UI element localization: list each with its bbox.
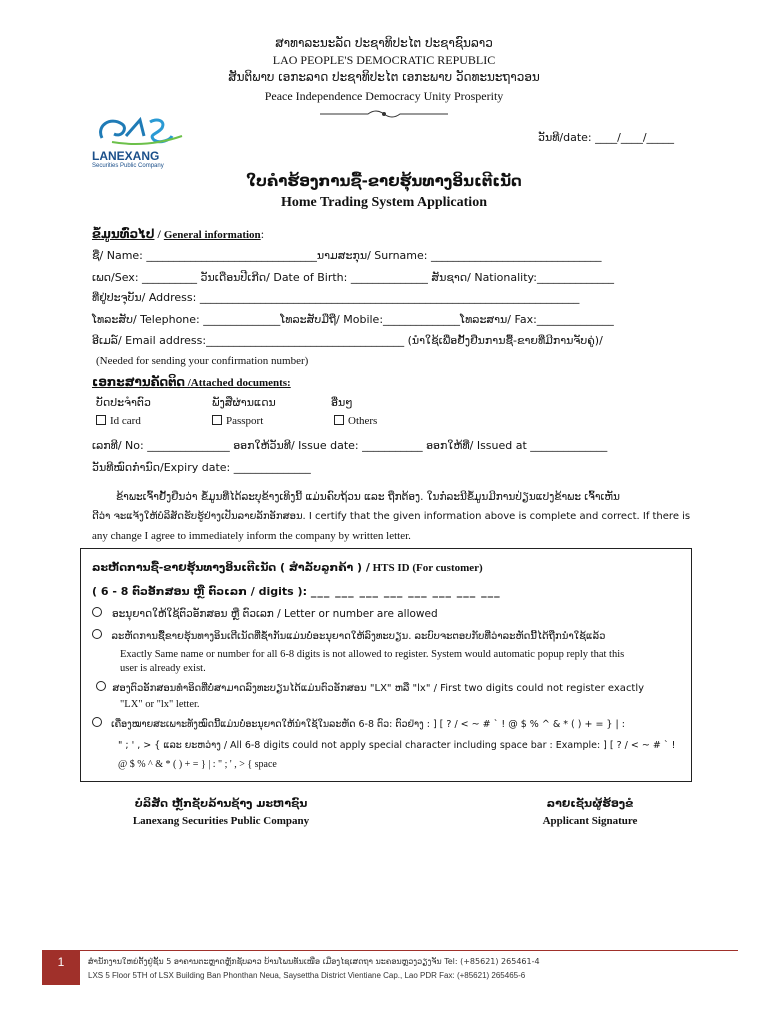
general-heading-sep: / bbox=[154, 227, 164, 241]
header-lao-motto: ສັນຕິພາບ ເອກະລາດ ປະຊາທິປະໄຕ ເອກະພາບ ວັດທະນະຖາວອນ bbox=[228, 70, 540, 84]
hts-title bbox=[92, 561, 483, 574]
hts-rule-4-text: ເຄື່ອງໝາຍສະເພາະທັງໝົດນີ້ແມ່ນບໍ່ອະນຸຍາດໃຫ້ນຳໃຊ້ໃນລະຫັດ 6-8 ຕົວ: ຕົວຢ່າງ : ] [ ? / < ~ # ` ! @ $ % ^ & * ( ) + = } | : bbox=[111, 719, 625, 730]
company-name-lao: ບໍລິສັດ ຫຼັກຊັບລ້ານຊ້າງ ມະຫາຊົນ bbox=[134, 797, 308, 810]
hts-rule-4-c: @ $ % ^ & * ( ) + = } | : " ; ' , > { space bbox=[118, 759, 277, 770]
logo-brand: LANEXANG bbox=[92, 149, 160, 163]
doc-option-passport-label: Passport bbox=[226, 415, 264, 427]
hts-rule-2-text: ລະຫັດການຊື້ຂາຍຮຸ້ນທາງອິນເຕີເນັດທີ່ຊ້ຳກັນແມ່ນບໍ່ອະນຸຍາດໃຫ້ລົງທະບຽນ. ລະບົບຈະຕອບກັບທີ່ວ່າລະຫັດນີ້ໄດ້ຖືກນຳໃຊ້ແລ້ວ bbox=[111, 631, 606, 642]
expiry-field[interactable]: ວັນທີໝົດກຳນົດ/Expiry date: ______________ bbox=[92, 461, 311, 474]
checkbox-passport[interactable] bbox=[212, 415, 222, 425]
hts-digits-label: ( 6 - 8 ຕົວອັກສອນ ຫຼື ຕົວເລກ / digits ): bbox=[92, 585, 307, 598]
hts-rule-3 bbox=[96, 681, 644, 694]
general-heading-lao: ຂໍ້ມູນທົ່ວໄປ bbox=[92, 227, 155, 241]
footer-line-lao: ສຳນັກງານໃຫຍ່ຕັ້ງຢູ່ຊັ້ນ 5 ອາຄານຕະຫຼາດຫຼັກຊັບລາວ ບ້ານໂພນທັນເໜືອ ເມືອງໄຊເສດຖາ ນະຄອນຫຼວງວຽງຈັນ Tel: (+85621) 265461-4 bbox=[88, 957, 540, 966]
general-heading bbox=[92, 227, 264, 242]
attached-heading-lao: ເອກະສານຄັດຕິດ bbox=[92, 375, 185, 389]
applicant-signature-en: Applicant Signature bbox=[542, 815, 638, 827]
ornament-divider bbox=[318, 106, 450, 122]
bullet-icon bbox=[92, 717, 102, 727]
phone-field[interactable]: ໂທລະສັບ/ Telephone: ______________ໂທລະສັບມືຖື/ Mobile:______________ໂທລະສານ/ Fax:______________ bbox=[92, 313, 614, 326]
header-country-en: LAO PEOPLE'S DEMOCRATIC REPUBLIC bbox=[272, 53, 496, 67]
doc-option-id-lao: ບັດປະຈຳຕົວ bbox=[96, 396, 151, 409]
company-name-en: Lanexang Securities Public Company bbox=[132, 815, 310, 827]
checkbox-id-card[interactable] bbox=[96, 415, 106, 425]
certify-line-1: ຂ້າພະເຈົ້າຢັ້ງຢືນວ່າ ຂໍ້ມູນທີ່ໄດ້ລະບຸຂ້າງເທິງນີ້ ແມ່ນຄົບຖ້ວນ ແລະ ຖືກຕ້ອງ. ໃນກໍລະນີຂໍ້ມູນມີການປ່ຽນແປງຂ້າພະ ເຈົ້າເຫັນ bbox=[116, 491, 620, 503]
email-field[interactable]: ອີເມລ໌/ Email address:____________________________________ (ນຳໃຊ້ເພື່ອຢັ້ງຢືນການຊື້-ຂາຍທີ່ມີການຈັບຄູ່)/ bbox=[92, 334, 603, 347]
hts-rule-2-en-2: user is already exist. bbox=[120, 663, 206, 674]
sex-dob-nationality-field[interactable]: ເພດ/Sex: __________ ວັນເດືອນປີເກີດ/ Date of Birth: ______________ ສັນຊາດ/ Nationality:______________ bbox=[92, 271, 614, 284]
doc-option-id[interactable] bbox=[96, 415, 141, 427]
address-field[interactable]: ທີ່ຢູ່ປະຈຸບັນ/ Address: _____________________________________________________________________ bbox=[92, 291, 580, 304]
doc-option-passport-lao: ພັງສືຜ່ານແດນ bbox=[212, 396, 276, 409]
doc-option-others[interactable] bbox=[334, 415, 377, 427]
date-field[interactable]: ວັນທີ/date: ____/____/_____ bbox=[538, 131, 675, 144]
checkbox-others[interactable] bbox=[334, 415, 344, 425]
name-field[interactable]: ຊື່/ Name: _______________________________ນາມສະກຸນ/ Surname: _______________________________ bbox=[92, 249, 602, 262]
title-en: Home Trading System Application bbox=[280, 195, 487, 210]
certify-line-3: any change I agree to immediately inform the company by written letter. bbox=[92, 530, 411, 542]
applicant-signature-lao: ລາຍເຊັນຜູ້ຮ້ອງຂໍ bbox=[546, 797, 634, 810]
hts-rule-3-text: ສອງຕົວອັກສອນທຳອິດທີ່ບໍ່ສາມາດລົງທະບຽນໄດ້ແມ່ນຕົວອັກສອນ "LX" ຫລື "lx" / First two digits could not register exactly bbox=[112, 683, 645, 694]
logo-sub: Securities Public Company bbox=[92, 163, 164, 169]
hts-rule-1-text: ອະນຸຍາດໃຫ້ໃຊ້ຕົວອັກສອນ ຫຼື ຕົວເລກ / Letter or number are allowed bbox=[112, 608, 438, 620]
page-number-badge: 1 bbox=[42, 951, 80, 985]
general-heading-en: General information bbox=[163, 229, 261, 241]
general-heading-colon: : bbox=[260, 227, 265, 241]
attached-heading-en: /Attached documents: bbox=[185, 377, 291, 389]
doc-option-id-label: Id card bbox=[110, 415, 141, 427]
hts-rule-3-en: "LX" or "lx" letter. bbox=[120, 699, 200, 710]
logo-swirl-icon bbox=[92, 112, 192, 146]
hts-rule-1 bbox=[92, 607, 438, 620]
bullet-icon bbox=[96, 681, 106, 691]
header-lao-country: ສາທາລະນະລັດ ປະຊາທິປະໄຕ ປະຊາຊົນລາວ bbox=[275, 36, 493, 50]
attached-heading bbox=[92, 375, 291, 390]
footer-divider bbox=[42, 950, 738, 951]
email-note: (Needed for sending your confirmation number) bbox=[96, 355, 309, 367]
doc-option-others-label: Others bbox=[348, 415, 378, 427]
hts-title-lao: ລະຫັດການຊື້-ຂາຍຮຸ້ນທາງອິນເຕີເນັດ ( ສຳລັບລູກຄ້າ ) / bbox=[92, 561, 370, 574]
hts-rule-4-b: " ; ' , > { ແລະ ຍະຫວ່າງ / All 6-8 digits could not apply special character including space bar : Example: ] [ ? / < ~ # ` ! bbox=[118, 740, 676, 751]
hts-rule-4 bbox=[92, 717, 625, 730]
bullet-icon bbox=[92, 607, 102, 617]
title-lao: ໃບຄຳຮ້ອງການຊື້-ຂາຍຮຸ້ນທາງອິນເຕີເນັດ bbox=[246, 172, 522, 190]
certify-line-2: ດີວ່າ ຈະແຈ້ງໃຫ້ບໍລິສັດຮັບຮູ້ຢ່າງເປັນລາຍລັກອັກສອນ. I certify that the given information above is complete and correct. If there is bbox=[92, 511, 691, 522]
hts-rule-2 bbox=[92, 629, 605, 642]
issue-field[interactable]: ເລກທີ/ No: _______________ ອອກໃຫ້ວັນທີ/ Issue date: ___________ ອອກໃຫ້ທີ່/ Issued at ______________ bbox=[92, 439, 608, 452]
bullet-icon bbox=[92, 629, 102, 639]
footer-line-en: LXS 5 Floor 5TH of LSX Building Ban Phonthan Neua, Saysettha District Vientiane Cap., Lao PDR Fax: (+85621) 265465-6 bbox=[88, 971, 526, 980]
doc-option-others-lao: ອື່ນໆ bbox=[331, 396, 353, 409]
doc-option-passport[interactable] bbox=[212, 415, 263, 427]
hts-digits-input[interactable]: ___ ___ ___ ___ ___ ___ ___ ___ bbox=[310, 585, 501, 598]
company-logo bbox=[92, 112, 192, 172]
hts-digits-row[interactable] bbox=[92, 585, 501, 598]
hts-rule-2-en-1: Exactly Same name or number for all 6-8 digits is not allowed to register. System would automatic popup reply that this bbox=[120, 649, 625, 660]
header-motto-en: Peace Independence Democracy Unity Prosperity bbox=[264, 89, 504, 103]
hts-title-en: HTS ID (For customer) bbox=[369, 562, 483, 574]
